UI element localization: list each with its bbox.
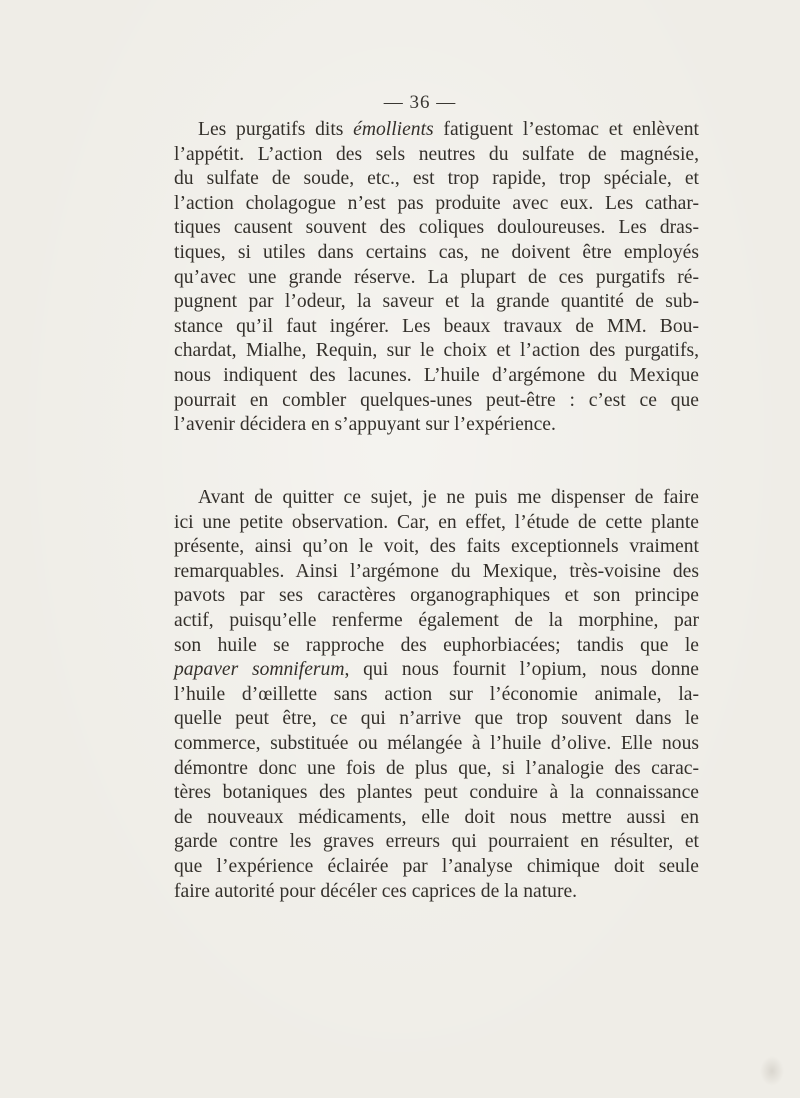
text-line: ici une petite observation. Car, en effet, l’étude de cette plante bbox=[174, 511, 699, 533]
paragraph-purgatifs bbox=[174, 118, 699, 438]
page-number: — 36 — bbox=[383, 92, 457, 113]
text-line: remarquables. Ainsi l’argémone du Mexique, très-voisine des bbox=[174, 560, 699, 582]
italic-term: papaver somniferum bbox=[174, 659, 345, 681]
text-line: l’avenir décidera en s’appuyant sur l’expérience. bbox=[174, 414, 556, 436]
text-line: pourrait en combler quelques-unes peut-être : c’est ce que bbox=[174, 389, 699, 411]
text-line: tiques causent souvent des coliques douloureuses. Les dras- bbox=[174, 217, 699, 239]
text-line: faire autorité pour décéler ces caprices de la nature. bbox=[174, 880, 578, 902]
text-line: du sulfate de soude, etc., est trop rapide, trop spéciale, et bbox=[174, 168, 699, 190]
text-line: de nouveaux médicaments, elle doit nous mettre aussi en bbox=[174, 806, 699, 828]
paragraph-observation bbox=[174, 486, 699, 904]
text-line: nous indiquent des lacunes. L’huile d’argémone du Mexique bbox=[174, 364, 699, 386]
text-line: pugnent par l’odeur, la saveur et la grande quantité de sub- bbox=[174, 291, 699, 313]
text-line: l’action cholagogue n’est pas produite avec eux. Les cathar- bbox=[174, 192, 699, 214]
text-line: papaver somniferum, qui nous fournit l’opium, nous donne bbox=[174, 659, 699, 681]
text-line: l’huile d’œillette sans action sur l’économie animale, la- bbox=[174, 683, 699, 705]
text-line: présente, ainsi qu’on le voit, des faits exceptionnels vraiment bbox=[174, 536, 699, 558]
text-line: l’appétit. L’action des sels neutres du sulfate de magnésie, bbox=[174, 143, 699, 165]
text-line: son huile se rapproche des euphorbiacées; tandis que le bbox=[174, 634, 699, 656]
text-line: tiques, si utiles dans certains cas, ne doivent être employés bbox=[174, 241, 699, 263]
text-line: stance qu’il faut ingérer. Les beaux travaux de MM. Bou- bbox=[174, 315, 699, 337]
text-line: chardat, Mialhe, Requin, sur le choix et l’action des purgatifs, bbox=[174, 340, 699, 362]
text-line: Avant de quitter ce sujet, je ne puis me dispenser de faire bbox=[198, 487, 699, 508]
text-line: commerce, substituée ou mélangée à l’huile d’olive. Elle nous bbox=[174, 732, 699, 754]
text-line: Les purgatifs dits émollients fatiguent l’estomac et enlèvent bbox=[198, 119, 699, 140]
text-line: tères botaniques des plantes peut conduire à la connaissance bbox=[174, 782, 699, 804]
paper-smudge bbox=[760, 1056, 784, 1086]
text-line: actif, puisqu’elle renferme également de la morphine, par bbox=[174, 609, 699, 631]
text-line: qu’avec une grande réserve. La plupart de ces purgatifs ré- bbox=[174, 266, 699, 288]
italic-term: émollients bbox=[353, 119, 434, 140]
text-line: pavots par ses caractères organographiques et son principe bbox=[174, 585, 699, 607]
text-line: que l’expérience éclairée par l’analyse chimique doit seule bbox=[174, 855, 699, 877]
text-line: garde contre les graves erreurs qui pourraient en résulter, et bbox=[174, 831, 699, 853]
text-line: démontre donc une fois de plus que, si l’analogie des carac- bbox=[174, 757, 699, 779]
text-line: quelle peut être, ce qui n’arrive que trop souvent dans le bbox=[174, 708, 699, 730]
